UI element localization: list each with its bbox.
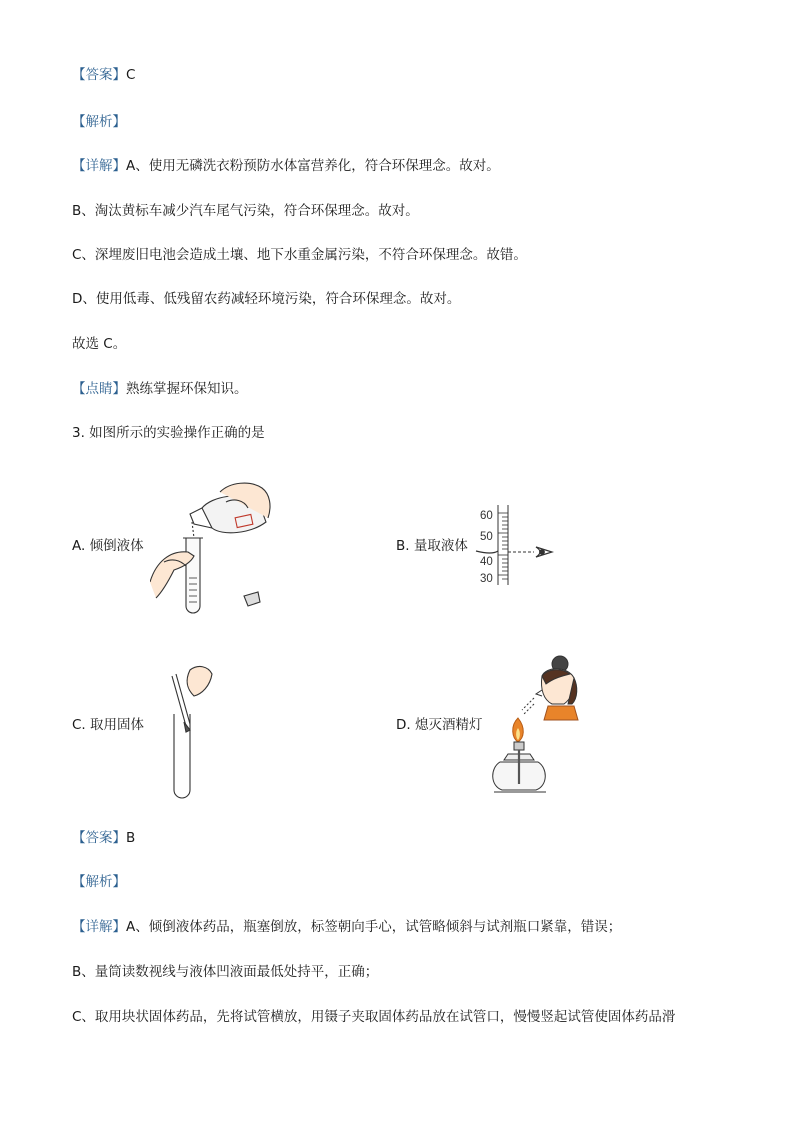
detail-text-a: A、使用无磷洗衣粉预防水体富营养化，符合环保理念。故对。 (126, 158, 500, 174)
answer-tag-2: 【答案】 (72, 830, 126, 846)
option-d-label: D. 熄灭酒精灯 (396, 717, 483, 733)
detail-text-c-2: C、取用块状固体药品，先将试管横放，用镊子夹取固体药品放在试管口，慢慢竖起试管使固体药品滑 (72, 1009, 676, 1025)
analysis-tag: 【解析】 (72, 114, 126, 130)
answer-tag: 【答案】 (72, 67, 126, 83)
cylinder-tick-40: 40 (480, 556, 493, 568)
question-stem: 3. 如图所示的实验操作正确的是 (72, 425, 265, 441)
detail-text-b: B、淘汰黄标车减少汽车尾气污染，符合环保理念。故对。 (72, 203, 419, 219)
option-a-label: A. 倾倒液体 (72, 538, 144, 554)
detail-line-a-2 (72, 918, 621, 936)
option-c-label: C. 取用固体 (72, 717, 145, 733)
pouring-liquid-figure (150, 478, 275, 620)
conclusion: 故选 C。 (72, 336, 127, 352)
cylinder-tick-50: 50 (480, 531, 493, 543)
taking-solid-figure (160, 660, 220, 802)
comment-line (72, 380, 248, 398)
detail-text-a-2: A、倾倒液体药品，瓶塞倒放，标签朝向手心，试管略倾斜与试剂瓶口紧靠，错误； (126, 919, 622, 935)
detail-line-a (72, 157, 500, 175)
detail-text-d: D、使用低毒、低残留农药减轻环境污染，符合环保理念。故对。 (72, 291, 461, 307)
cylinder-tick-30: 30 (480, 573, 493, 585)
measuring-cylinder-figure (470, 503, 560, 587)
alcohol-lamp-figure (488, 654, 586, 794)
analysis-tag-2: 【解析】 (72, 874, 126, 890)
detail-tag: 【详解】 (72, 158, 126, 174)
answer-line-1 (72, 66, 135, 84)
detail-text-c: C、深埋废旧电池会造成土壤、地下水重金属污染，不符合环保理念。故错。 (72, 247, 527, 263)
answer-value: C (126, 67, 136, 83)
detail-tag-2: 【详解】 (72, 919, 126, 935)
comment-tag: 【点睛】 (72, 381, 126, 397)
option-b-label: B. 量取液体 (396, 538, 468, 554)
comment-text: 熟练掌握环保知识。 (126, 381, 248, 397)
cylinder-tick-60: 60 (480, 510, 493, 522)
answer-line-2 (72, 829, 135, 847)
detail-text-b-2: B、量筒读数视线与液体凹液面最低处持平，正确； (72, 964, 379, 980)
answer-value-2: B (126, 830, 136, 846)
